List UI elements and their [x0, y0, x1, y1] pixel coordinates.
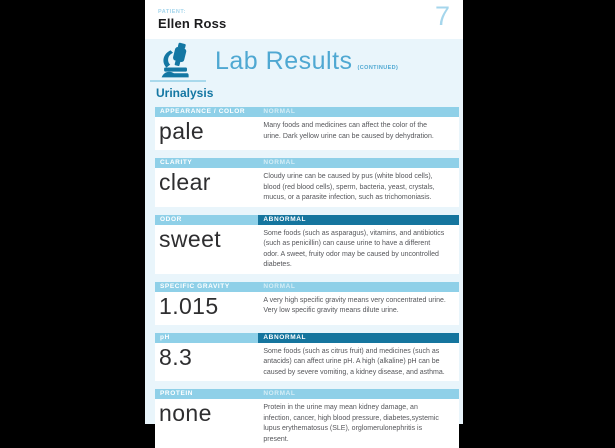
result-value: clear: [159, 169, 211, 195]
result-label: SPECIFIC GRAVITY: [155, 282, 258, 292]
result-row: [155, 389, 459, 448]
result-status-badge: NORMAL: [258, 282, 459, 292]
result-value: 1.015: [159, 292, 219, 319]
result-row-body: [155, 117, 459, 150]
report-page: [145, 0, 463, 443]
result-label: PROTEIN: [155, 389, 258, 399]
result-row-header: [155, 107, 459, 117]
result-row-header: [155, 158, 459, 168]
result-row: [155, 158, 459, 207]
result-row: [155, 215, 459, 274]
lab-results-title-row: [145, 39, 463, 85]
result-description: Protein in the urine may mean kidney damage, an infection, cancer, high blood pressure, diabetes,systemic lupus erythematosus (SLE), orglomerulonephritis is present.: [263, 404, 439, 443]
lab-results-title: Lab Results: [215, 47, 353, 75]
page-header: [145, 0, 463, 39]
result-row-body: [155, 399, 459, 448]
microscope-icon: [149, 42, 207, 82]
result-description: A very high specific gravity means very concentrated urine. Very low specific gravity means dilute urine.: [263, 296, 446, 314]
result-row-header: [155, 333, 459, 343]
result-value: sweet: [159, 225, 222, 252]
result-value: 8.3: [159, 343, 193, 370]
icon-underline: [150, 80, 206, 82]
result-value: pale: [159, 118, 205, 144]
result-row-header: [155, 215, 459, 225]
result-status-badge: ABNORMAL: [258, 215, 459, 225]
result-row-header: [155, 389, 459, 399]
result-row-header: [155, 282, 459, 292]
result-label: pH: [155, 333, 258, 343]
result-value: none: [159, 400, 212, 426]
result-row-body: [155, 343, 459, 382]
result-row: [155, 282, 459, 325]
result-status-badge: NORMAL: [258, 107, 459, 117]
result-row-body: [155, 292, 459, 325]
result-label: APPEARANCE / COLOR: [155, 107, 258, 117]
result-description: Cloudy urine can be caused by pus (white blood cells), blood (red blood cells), sperm, bacteria, yeast, crystals, mucus, or a parasite infection, such as trichomoniasis.: [263, 173, 435, 201]
result-status-badge: NORMAL: [258, 158, 459, 168]
result-row: [155, 107, 459, 150]
result-row: [155, 333, 459, 382]
urinalysis-heading: Urinalysis: [156, 86, 214, 100]
patient-label: PATIENT:: [158, 9, 186, 15]
continued-label: (CONTINUED): [357, 65, 399, 71]
results-list: [145, 107, 463, 448]
result-label: ODOR: [155, 215, 258, 225]
patient-name: Ellen Ross: [158, 16, 227, 31]
result-status-badge: NORMAL: [258, 389, 459, 399]
result-description: Many foods and medicines can affect the color of the urine. Dark yellow urine can be caused by dehydration.: [263, 122, 434, 140]
result-label: CLARITY: [155, 158, 258, 168]
result-description: Some foods (such as citrus fruit) and medicines (such as antacids) can affect urine pH. A high (alkaline) pH can be caused by severe vomiting, a kidney disease, and asthma.: [263, 347, 445, 376]
result-row-body: [155, 168, 459, 207]
result-description: Some foods (such as asparagus), vitamins, and antibiotics (such as penicillin) can cause urine to have a different odor. A sweet, fruity odor may be caused by uncontrolled diabetes.: [263, 229, 445, 268]
result-status-badge: ABNORMAL: [258, 333, 459, 343]
result-row-body: [155, 225, 459, 274]
page-number: 7: [434, 1, 450, 31]
